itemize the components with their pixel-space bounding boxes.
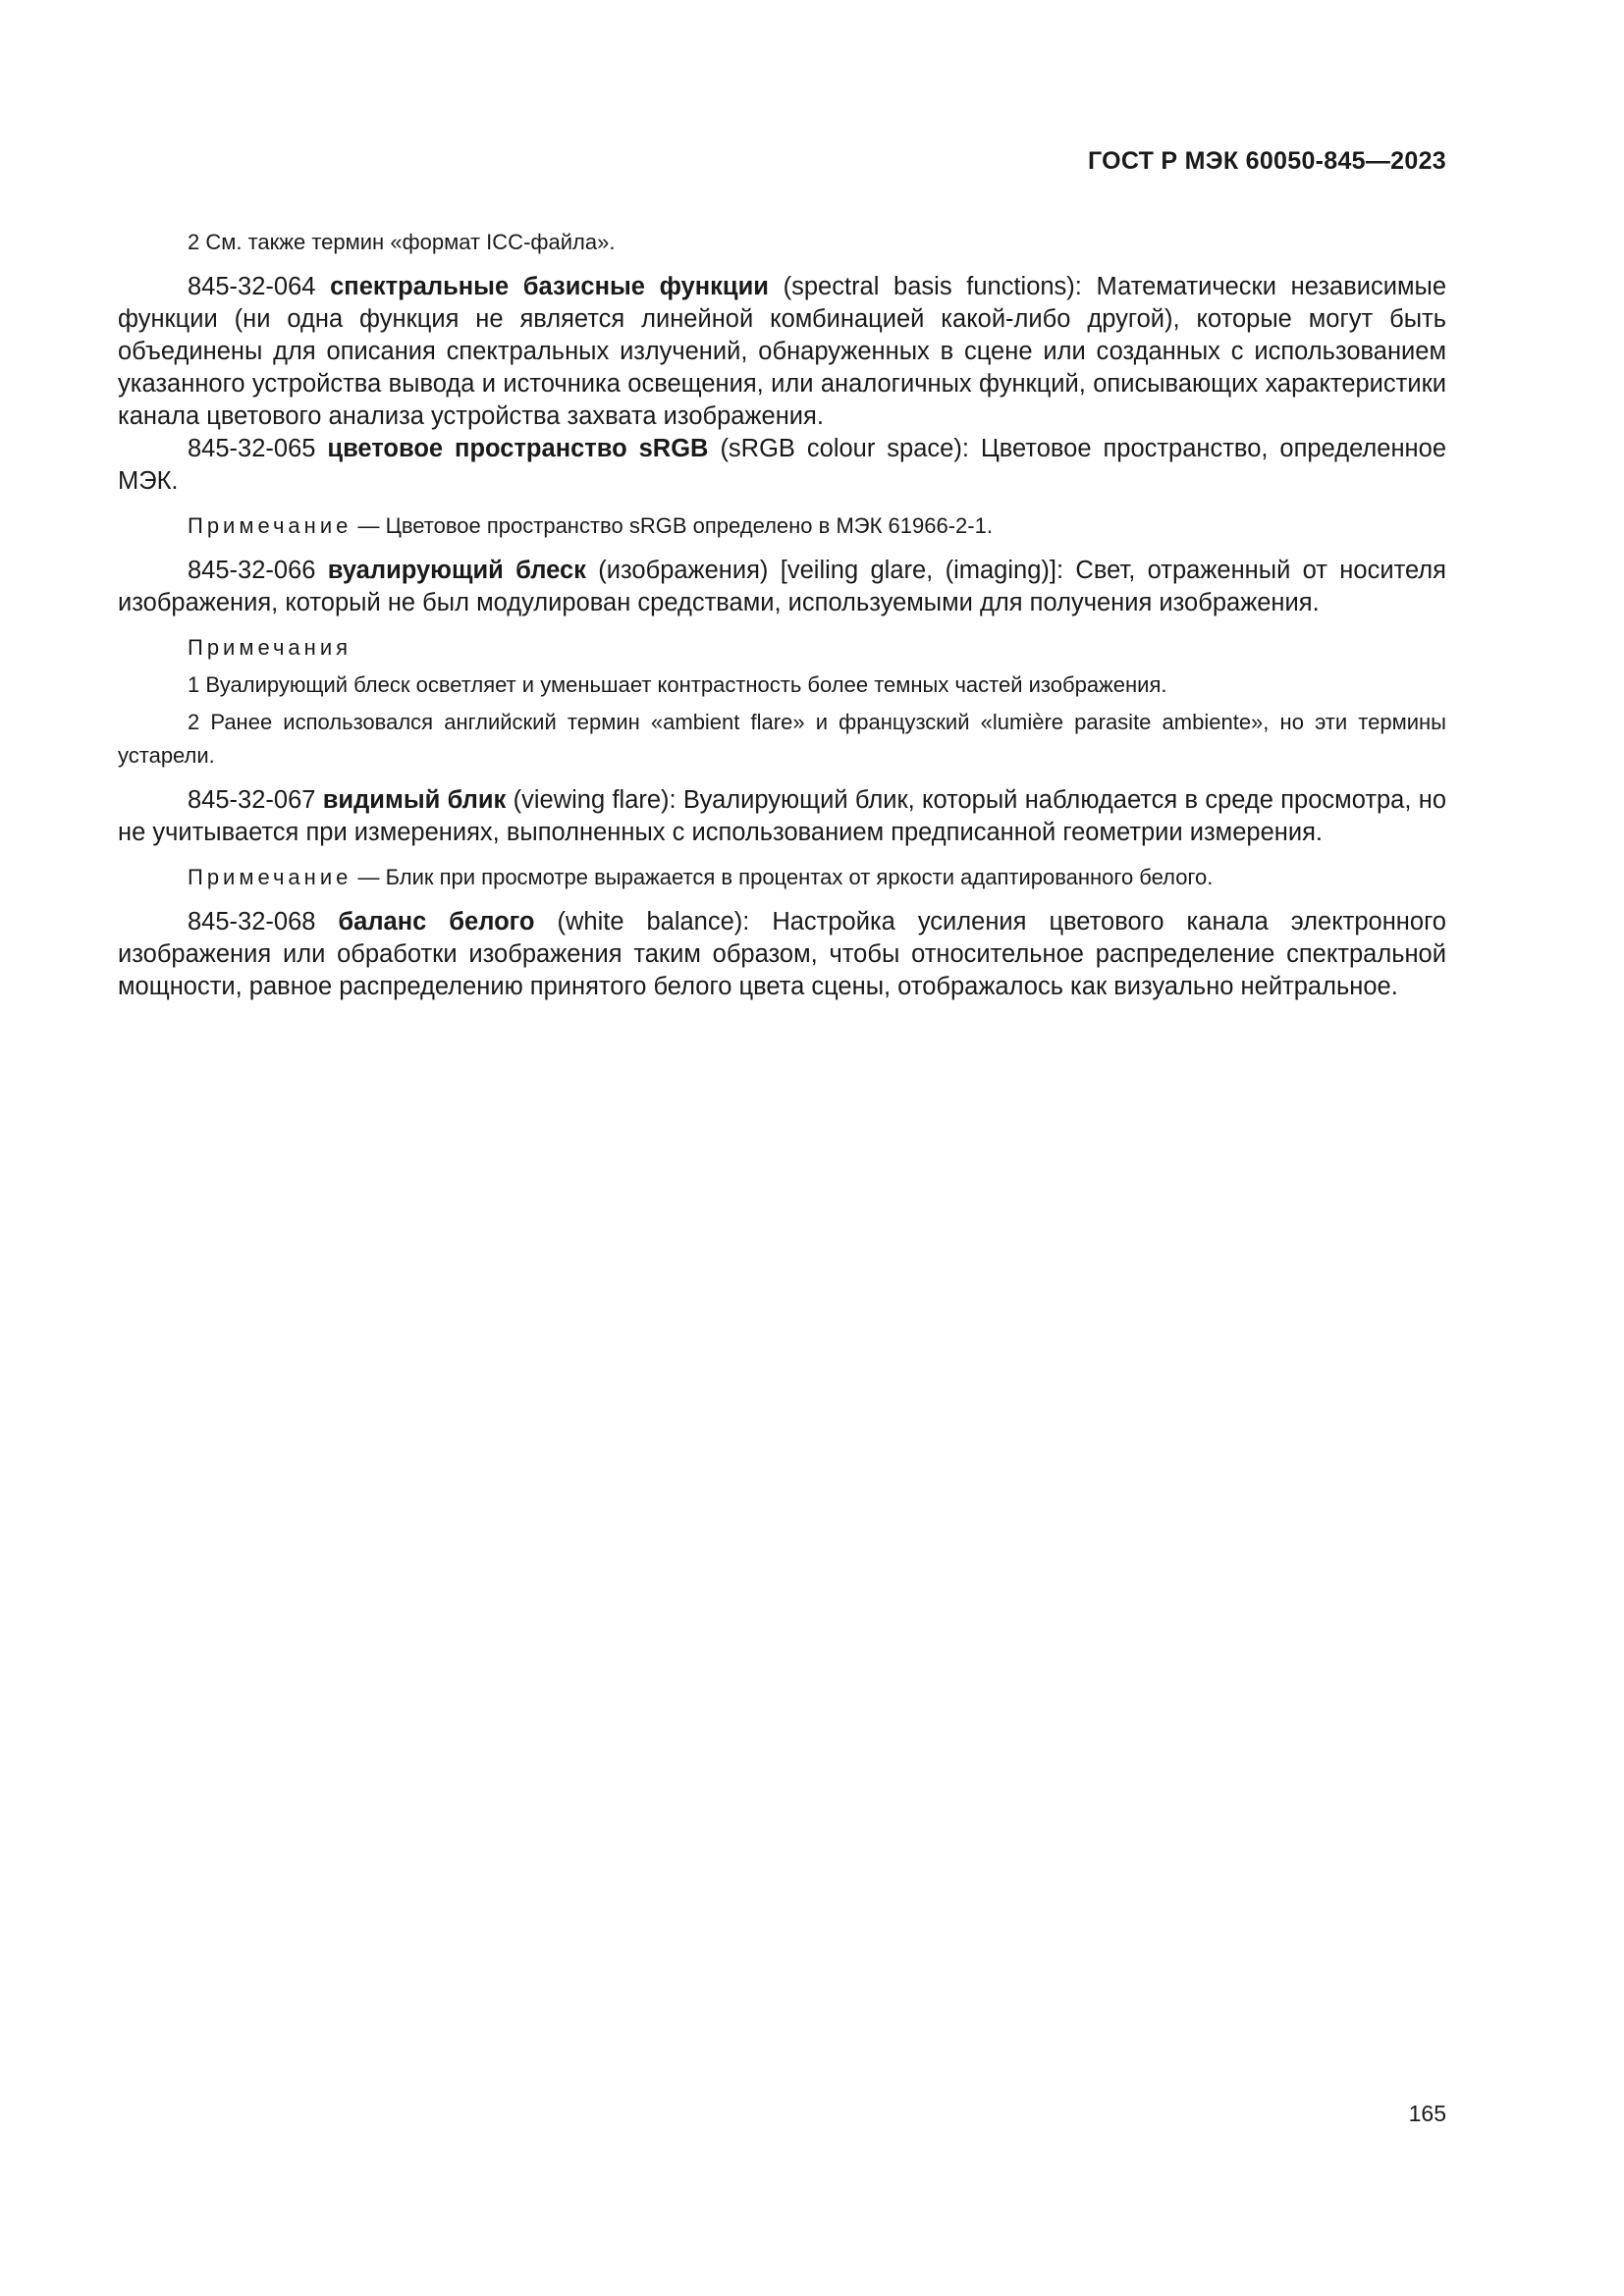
page-number: 165 xyxy=(1408,2101,1446,2126)
term-name: цветовое пространство sRGB xyxy=(327,435,709,462)
term-name: видимый блик xyxy=(322,786,507,814)
term-code: 845-32-067 xyxy=(188,786,316,814)
term-845-32-068 xyxy=(118,906,1446,1003)
note-text: — Цветовое пространство sRGB определено в МЭК 61966-2-1. xyxy=(352,513,993,538)
notes-heading-845-32-066: Примечания xyxy=(188,635,352,660)
term-code: 845-32-066 xyxy=(188,557,316,584)
term-code: 845-32-068 xyxy=(188,908,316,935)
note-icc: 2 См. также термин «формат ICC-файла». xyxy=(188,230,616,254)
term-definition: (spectral basis functions): Математически независимые функции (ни одна функция не является линейной комбинацией какой-либо другой), которые могут быть объединены для описания спектральных излучений, обнаруженных в сцене или созданных с использованием указанного устройства вывода и источника освещения, или аналогичных функций, описывающих характеристики канала цветового анализа устройства захвата изображения. xyxy=(118,273,1447,430)
term-code: 845-32-064 xyxy=(188,273,316,300)
standard-header: ГОСТ Р МЭК 60050-845—2023 xyxy=(1087,147,1446,175)
term-845-32-067 xyxy=(118,784,1446,849)
term-definition: (white balance): Настройка усиления цветового канала электронного изображения или обработки изображения таким образом, чтобы относительное распределение спектральной мощности, равное распределению принятого белого цвета сцены, отображалось как визуально нейтральное. xyxy=(118,908,1446,1000)
term-definition: (изображения) [veiling glare, (imaging)]: Свет, отраженный от носителя изображения, который не был модулирован средствами, используемыми для получения изображения. xyxy=(118,557,1446,616)
term-definition: (sRGB colour space): Цветовое пространство, определенное МЭК. xyxy=(118,435,1447,495)
note-label: Примечание xyxy=(188,513,352,538)
term-code: 845-32-065 xyxy=(188,435,316,462)
term-name: баланс белого xyxy=(338,908,535,935)
document-body xyxy=(118,226,1446,1015)
term-845-32-065 xyxy=(118,433,1446,498)
note-label: Примечание xyxy=(188,865,352,889)
note-item: 2 Ранее использовался английский термин «ambient flare» и французский «lumière parasite ambiente», но эти термины устарели. xyxy=(118,710,1446,768)
note-item: 1 Вуалирующий блеск осветляет и уменьшает контрастность более темных частей изображения. xyxy=(188,672,1167,697)
note-845-32-065 xyxy=(118,509,1446,543)
term-845-32-066 xyxy=(118,555,1446,619)
term-name: вуалирующий блеск xyxy=(327,557,586,584)
note-text: — Блик при просмотре выражается в процентах от яркости адаптированного белого. xyxy=(352,865,1214,889)
term-definition: (viewing flare): Вуалирующий блик, который наблюдается в среде просмотра, но не учитывается при измерениях, выполненных с использованием предписанной геометрии измерения. xyxy=(118,786,1446,846)
note-845-32-067 xyxy=(118,861,1446,894)
term-845-32-064 xyxy=(118,271,1446,433)
term-name: спектральные базисные функции xyxy=(330,273,769,300)
